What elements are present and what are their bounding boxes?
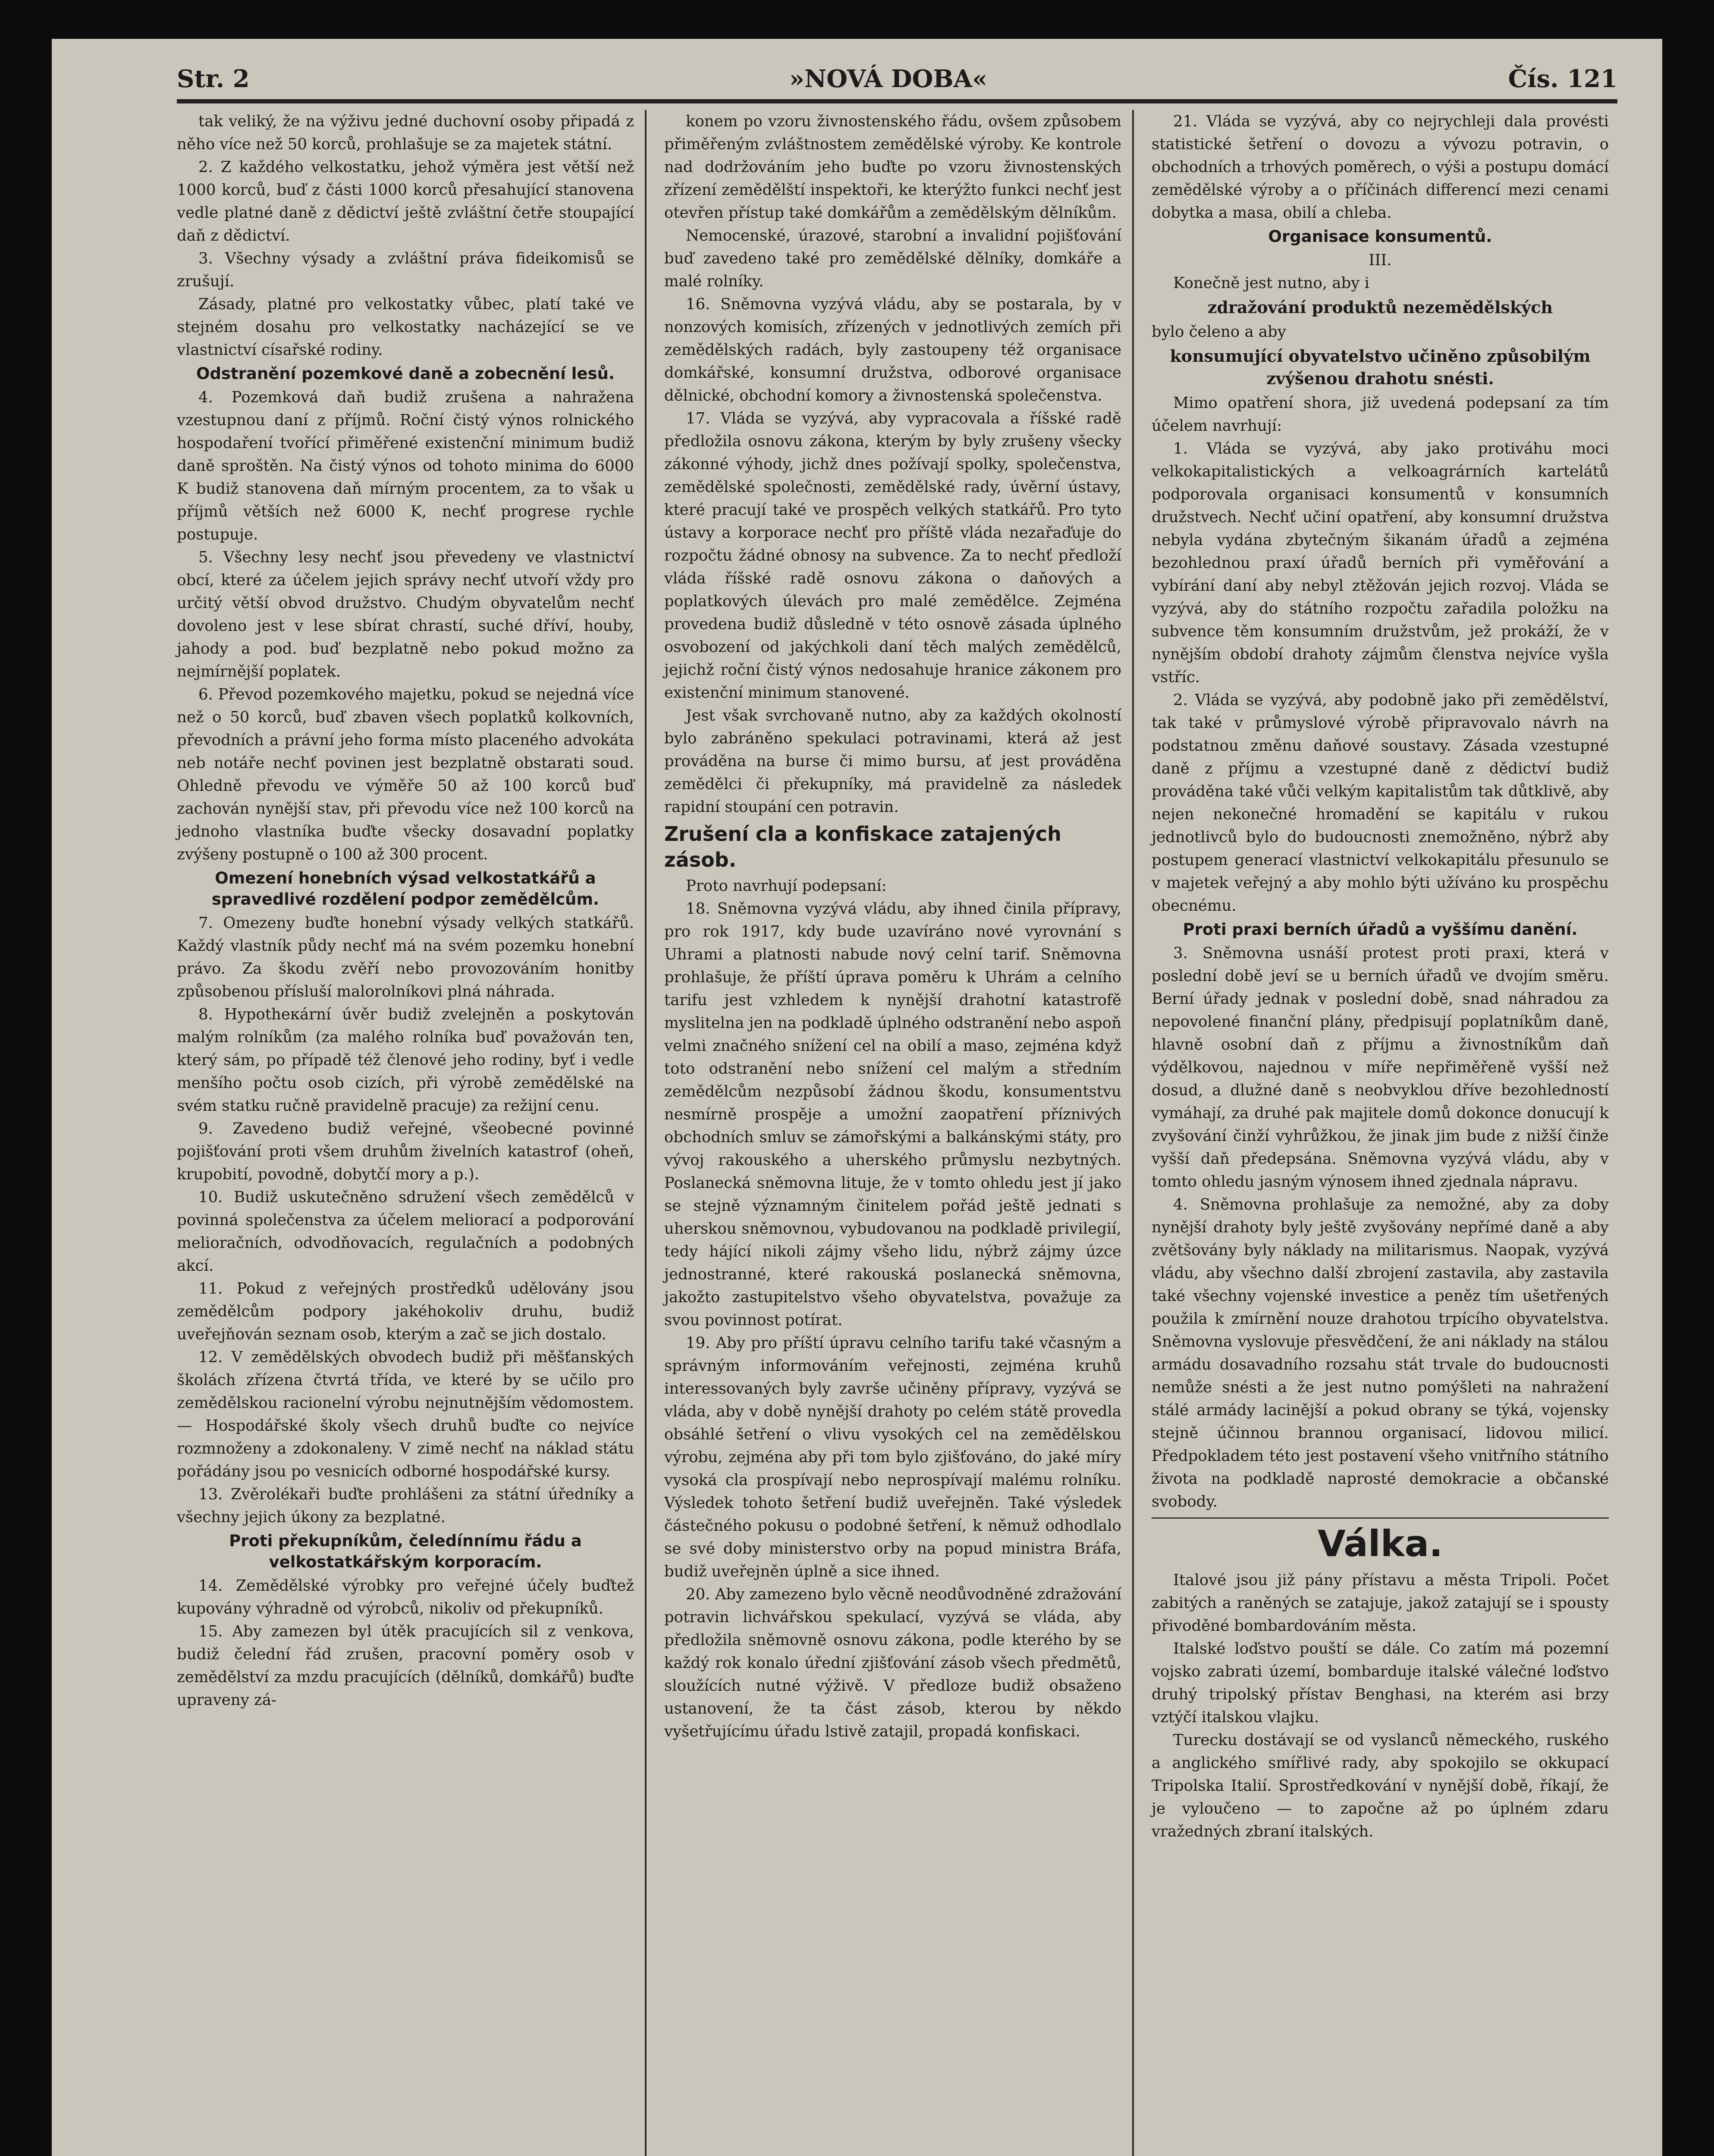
paragraph: Italské loďstvo pouští se dále. Co zatím má pozemní vojsko zabrati území, bombarduje italské válečné loďstvo druhý tripolský přístav Benghasi, na kterém asi brzy vztýčí italskou vlajku. xyxy=(1152,1640,1609,1726)
paragraph: 12. V zemědělských obvodech budiž při měšťanských školách zřízena čtvrtá třída, ve které by se učilo pro zemědělskou racionelní výrobu nejnutnějším vědomostem. — Hospodářské školy všech druhů buďte co nejvíce rozmnoženy a zdokonaleny. V zimě nechť na náklad státu pořádány jsou po vesnicích odborné hospodářské kursy. xyxy=(177,1348,634,1480)
paragraph: 18. Sněmovna vyzývá vládu, aby ihned činila přípravy, pro rok 1917, kdy bude uzavíráno nové vyrovnání s Uhrami a platnosti nabude nový celní tarif. Sněmovna prohlašuje, že příští úprava poměru k Uhrám a celního tarifu jest vzhledem k nynější drahotní katastrofě myslitelna jen na podkladě úplného odstranění nebo aspoň velmi značného snížení cel na obilí a maso, zejména když toto odstranění nebo snížení cel malým a středním zemědělcům nezpůsobí žádnou škodu, konsumentstvu nesmírně prospěje a umožní zaopatření příznivých obchodních smluv se zámořskými a balkánskými státy, pro vývoj rakouského a uherského průmyslu nezbytných. Poslanecká sněmovna lituje, že v tomto ohledu jest jí jako se stejně významným činitelem pořád ještě jednati s uherskou sněmovnou, vybudovanou na podkladě privilegií, tedy hájící nikoli zájmy všeho lidu, nýbrž zájmy úzce jednostranné, které rakouská poslanecká sněmovna, jakožto zastupitelstvo všeho obyvatelstva, považuje za svou povinnost potírat. xyxy=(664,900,1121,1329)
column-2 xyxy=(664,110,1121,1743)
paragraph: 1. Vláda se vyzývá, aby jako protiváhu moci velkokapitalistických a velkoagrárních kartelátů podporovala organisaci konsumentů v konsumních družstvech. Nechť učiní opatření, aby konsumní družstva nebyla vydána zbytečným šikanám úřadů a zejména bezohlednou praxí úřadů berních při vyměřování a vybírání daní aby nebyl ztěžován jejich rozvoj. Vláda se vyzývá, aby do státního rozpočtu zařadila položku na subvence těm konsumním družstvům, jež prokáží, že v nynějším období drahoty zájmům členstva nejvíce vyšla vstříc. xyxy=(1152,440,1609,686)
section-heading: Proti praxi berních úřadů a vyššímu danění. xyxy=(1183,920,1578,939)
column-3 xyxy=(1152,110,1609,1843)
issue-number: Čís. 121 xyxy=(1508,65,1617,93)
article-headline: Zrušení cla a konfiskace zatajených zásob. xyxy=(664,822,1061,871)
paragraph: 17. Vláda se vyzývá, aby vypracovala a říšské radě předložila osnovu zákona, kterým by byly zrušeny všecky zákonné výhody, jichž dnes požívají spolky, společenstva, zemědělské společnosti, zemědělské rady, úvěrní ústavy, které pracují také ve prospěch velkých statkářů. Pro tyto ústavy a korporace nechť pro příště vláda nezařaďuje do rozpočtu žádné obnosy na subvence. Za to nechť předloží vláda říšské radě osnovu zákona o daňových a poplatkových úlevách pro malé zemědělce. Zejména provedena budiž důsledně v této osnově zásada úplného osvobození od jakýchkoli daní těch malých zemědělců, jejichž roční čistý výnos nedosahuje hranice zákonem pro existenční minimum stanovené. xyxy=(664,410,1121,702)
paragraph: Mimo opatření shora, již uvedená podepsaní za tím účelem navrhují: xyxy=(1152,394,1609,435)
paragraph: 4. Pozemková daň budiž zrušena a nahražena vzestupnou daní z příjmů. Roční čistý výnos rolnického hospodaření tvořící přiměřené existenční minimum budiž daně sproštěn. Na čistý výnos od tohoto minima do 6000 K budiž stanovena daň mírným procentem, za to však u příjmů větších než 6000 K, nechť progrese rychle postupuje. xyxy=(177,389,634,543)
paragraph: 13. Zvěrolékaři buďte prohlášeni za státní úředníky a všechny jejich úkony za bezplatné. xyxy=(177,1485,634,1526)
section-heading: Organisace konsumentů. xyxy=(1268,227,1492,246)
paragraph: 7. Omezeny buďte honební výsady velkých statkářů. Každý vlastník půdy nechť má na svém pozemku honební právo. Za škodu zvěří nebo provozováním honitby způsobenou přísluší malorolníkovi plná náhrada. xyxy=(177,914,634,1000)
section-rule xyxy=(1152,1517,1609,1519)
page-number: Str. 2 xyxy=(177,65,250,93)
section-headline: Válka. xyxy=(1317,1523,1443,1565)
header-rule xyxy=(177,99,1617,103)
paragraph: 3. Všechny výsady a zvláštní práva fideikomisů se zrušují. xyxy=(177,250,634,290)
paragraph: 19. Aby pro příští úpravu celního tarifu také včasným a správným informováním veřejnosti, zejména kruhů interessovaných byly završe učiněny přípravy, vyzývá se vláda, aby v době nynější drahoty po celém státě provedla obsáhlé šetření o vlivu vysokých cel na zemědělskou výrobu, zejména aby při tom bylo zjišťováno, do jaké míry vysoká cla prospívají nebo neprospívají malému rolníku. Výsledek tohoto šetření budiž uveřejněn. Také výsledek částečného pokusu o podobné šetření, k němuž odhodlalo se své doby ministerstvo orby na popud ministra Bráfa, budiž uveřejněn úplně a sice ihned. xyxy=(664,1334,1121,1580)
column-divider xyxy=(1132,110,1134,2156)
paragraph: Proto navrhují podepsaní: xyxy=(686,877,887,895)
section-heading: Proti překupníkům, čeledínnímu řádu a velkostatkářským korporacím. xyxy=(229,1532,582,1571)
paragraph: Italové jsou již pány přístavu a města Tripoli. Počet zabitých a raněných se zatajuje, jakož zatajují se i spousty přivoděné bombardováním města. xyxy=(1152,1571,1609,1635)
paragraph: 8. Hypotheкární úvěr budiž zvelejněn a poskytován malým rolníkům (za malého rolníka buď považován ten, který sám, po případě též členové jeho rodiny, byť i vedle menšího počtu osob cizích, při výrobě zemědělské na svém statku ručně pravidelně pracuje) za režijní cenu. xyxy=(177,1006,634,1115)
newspaper-page xyxy=(52,39,1662,2156)
section-heading: Odstranění pozemkové daně a zobecnění lesů. xyxy=(196,364,615,383)
column-1 xyxy=(177,110,634,1711)
paragraph: Jest však svrchovaně nutno, aby za každých okolností bylo zabráněno spekulaci potravinami, která až jest prováděna na burse či mimo bursu, ať jest prováděna zemědělci či překupníky, má pravidelně za následek rapidní stoupání cen potravin. xyxy=(664,707,1121,816)
paragraph: 14. Zemědělské výrobky pro veřejné účely buďtež kupovány výhradně od výrobců, nikoliv od překupníků. xyxy=(177,1577,634,1617)
paragraph: 10. Budiž uskutečněno sdružení všech zemědělců v povinná společenstva za účelem meliorací a podporování melioračních, odvodňovacích, regulačních a podobných akcí. xyxy=(177,1188,634,1275)
column-divider xyxy=(645,110,647,2156)
paragraph: 3. Sněmovna usnáší protest proti praxi, která v poslední době jeví se u berních úřadů ve dvojím směru. Berní úřady jednak v poslední době, snad náhradou za nepovolené finanční plány, předpisují poplatníkům daně, hlavně osobní daň z příjmu a živnostníkům daň výdělkovou, najednou v míře nepřiměřeně vyšší než dosud, a dlužné daně s neobvyklou dříve bezohledností vymáhají, za druhé pak majitele domů dokonce donucují k zvyšování činží vyhrůžkou, že jinak jim bude z nižší činže vyšší daň předepsána. Sněmovna vyzývá vládu, aby v tomto ohledu jasným výnosem ihned zjednala nápravu. xyxy=(1152,944,1609,1191)
paragraph: bylo čeleno a aby xyxy=(1152,323,1286,341)
paragraph: 9. Zavedeno budiž veřejné, všeobecné povinné pojišťování proti všem druhům živelních katastrof (oheň, krupobití, povodně, dobytčí mory a p.). xyxy=(177,1120,634,1183)
emphasis-heading: zdražování produktů nezemědělských xyxy=(1207,298,1553,317)
paragraph: tak veliký, že na výživu jedné duchovní osoby připadá z něho více než 50 korců, prohlašuje se za majetek státní. xyxy=(177,113,634,153)
paragraph: 4. Sněmovna prohlašuje za nemožné, aby za doby nynější drahoty byly ještě zvyšovány nepřímé daně a aby zvětšovány byly náklady na militarismus. Naopak, vyzývá vládu, aby všechno další zbrojení zastavila, aby zastavila také všechny vojenské investice a peněz tím ušetřených použila k zmírnění nouze drahotou trpícího obyvatelstva. Sněmovna vyslovuje přesvědčení, že ani náklady na stálou armádu dosavadního rozsahu stát trvale do budoucnosti nemůže snésti a že jest nutno pomýšleti na nahražení stálé armády lacinější a pokud obrany se týká, vojensky stejně účinnou brannou organisací, lidovou milicí. Předpokladem této jest postavení všeho vnitřního státního života na podkladě naprosté demokracie a občanské svobody. xyxy=(1152,1196,1609,1510)
paragraph: 21. Vláda se vyzývá, aby co nejrychleji dala provésti statistické šetření o dovozu a vývozu potravin, o obchodních a trhových poměrech, o výši a postupu domácí zemědělské výroby a o příčinách differencí mezi cenami dobytka a masa, obilí a chleba. xyxy=(1152,113,1609,222)
paragraph: 6. Převod pozemkového majetku, pokud se nejedná více než o 50 korců, buď zbaven všech poplatků kolkovních, převodních a právní jeho forma místo placeného advokáta neb notáře nechť povinen jest bezplatně obstarati soud. Ohledně převodu ve výměře 50 až 100 korců buď zachován nynější stav, při převodu více než 100 korců na jednoho vlastníka buďte všecky dosavadní poplatky zvýšeny postupně o 100 až 300 procent. xyxy=(177,686,634,863)
section-heading: Omezení honebních výsad velkostatkářů a spravedlivé rozdělení podpor zemědělcům. xyxy=(211,869,600,909)
newspaper-title: »NOVÁ DOBA« xyxy=(789,65,988,93)
paragraph: Nemocenské, úrazové, starobní a invalidní pojišťování buď zavedeno také pro zemědělské dělníky, domkáře a malé rolníky. xyxy=(664,227,1121,290)
paragraph: 11. Pokud z veřejných prostředků udělovány jsou zemědělcům podpory jakéhokoliv druhu, budiž uveřejňován seznam osob, kterým a zač se jich dostalo. xyxy=(177,1280,634,1343)
paragraph: 2. Z každého velkostatku, jehož výměra jest větší než 1000 korců, buď z části 1000 korců přesahující stanovena vedle platné daně z dědictví ještě zvláštní četře stoupající daň z dědictví. xyxy=(177,158,634,244)
paragraph: Zásady, platné pro velkostatky vůbec, platí také ve stejném dosahu pro velkostatky nacházející se ve vlastnictví císařské rodiny. xyxy=(177,295,634,359)
paragraph: 5. Všechny lesy nechť jsou převedeny ve vlastnictví obcí, které za účelem jejich správy nechť utvoří vždy pro určitý větší obvod družstvo. Chudým obyvatelům nechť dovoleno jest v lese sbírat chrastí, suché dříví, houby, jahody a pod. buď bezplatně nebo pokud možno za nejmírnější poplatek. xyxy=(177,548,634,680)
paragraph: 15. Aby zamezen byl útěk pracujících sil z venkova, budiž čelední řád zrušen, pracovní poměry osob v zemědělství za mzdu pracujících (dělníků, domkářů) buďte upraveny zá- xyxy=(177,1623,634,1709)
paragraph: 20. Aby zamezeno bylo věcně neodůvodněné zdražování potravin lichvářskou spekulací, vyzývá se vláda, aby předložila sněmovně osnovu zákona, podle kterého by se každý rok konalo úřední zjišťování zásob všech předmětů, sloužících nutné výživě. V předloze budiž obsaženo ustanovení, že ta část zásob, kterou by někdo vyšetřujícímu úřadu lstivě zatajil, propadá konfiskaci. xyxy=(664,1586,1121,1740)
paragraph: Konečně jest nutno, aby i xyxy=(1173,274,1370,292)
centered-numeral: III. xyxy=(1369,251,1392,269)
paragraph: konem po vzoru živnostenského řádu, ovšem způsobem přiměřeným zvláštnostem zemědělské výroby. Ke kontrole nad dodržováním jeho buďte po vzoru živnostenských zřízení zemědělští inspektoři, ke kterýžto funkci nechť jest otevřen přístup také domkářům a zemědělským dělníkům. xyxy=(664,113,1121,222)
paragraph: Turecku dostávají se od vyslanců německého, ruského a anglického smířlivé rady, aby spokojilo se okkupací Tripolska Italií. Sprostředkování v nynější době, říkají, že je vyloučeno — to započne až po úplném zdaru vražedných zbraní italských. xyxy=(1152,1731,1609,1840)
emphasis-heading: konsumující obyvatelstvo učiněno způsobilým zvýšenou drahotu snésti. xyxy=(1170,346,1591,388)
paragraph: 2. Vláda se vyzývá, aby podobně jako při zemědělství, tak také v průmyslové výrobě připravovalo návrh na podstatnou změnu daňové soustavy. Zásada vzestupné daně z příjmu a vzestupné daně z dědictví budiž prováděna také vůči velkým kapitalistům tak důtklivě, aby nejen nekonečné hromadění se kapitálu v rukou jednotlivců bylo do budoucnosti znemožněno, nýbrž aby postupem generací vlastnictví velkokapitálu přesunulo se v majetek veřejný a aby mohlo býti užíváno ku prospěchu obecnému. xyxy=(1152,691,1609,915)
page-header xyxy=(177,65,1617,99)
paragraph: 16. Sněmovna vyzývá vládu, aby se postarala, by v nonzových komisích, zřízených v jednotlivých zemích při zemědělských radách, byly zastoupeny též organisace domkářské, konsumní družstva, odborové organisace dělnické, obchodní komory a živnostenská společenstva. xyxy=(664,295,1121,404)
